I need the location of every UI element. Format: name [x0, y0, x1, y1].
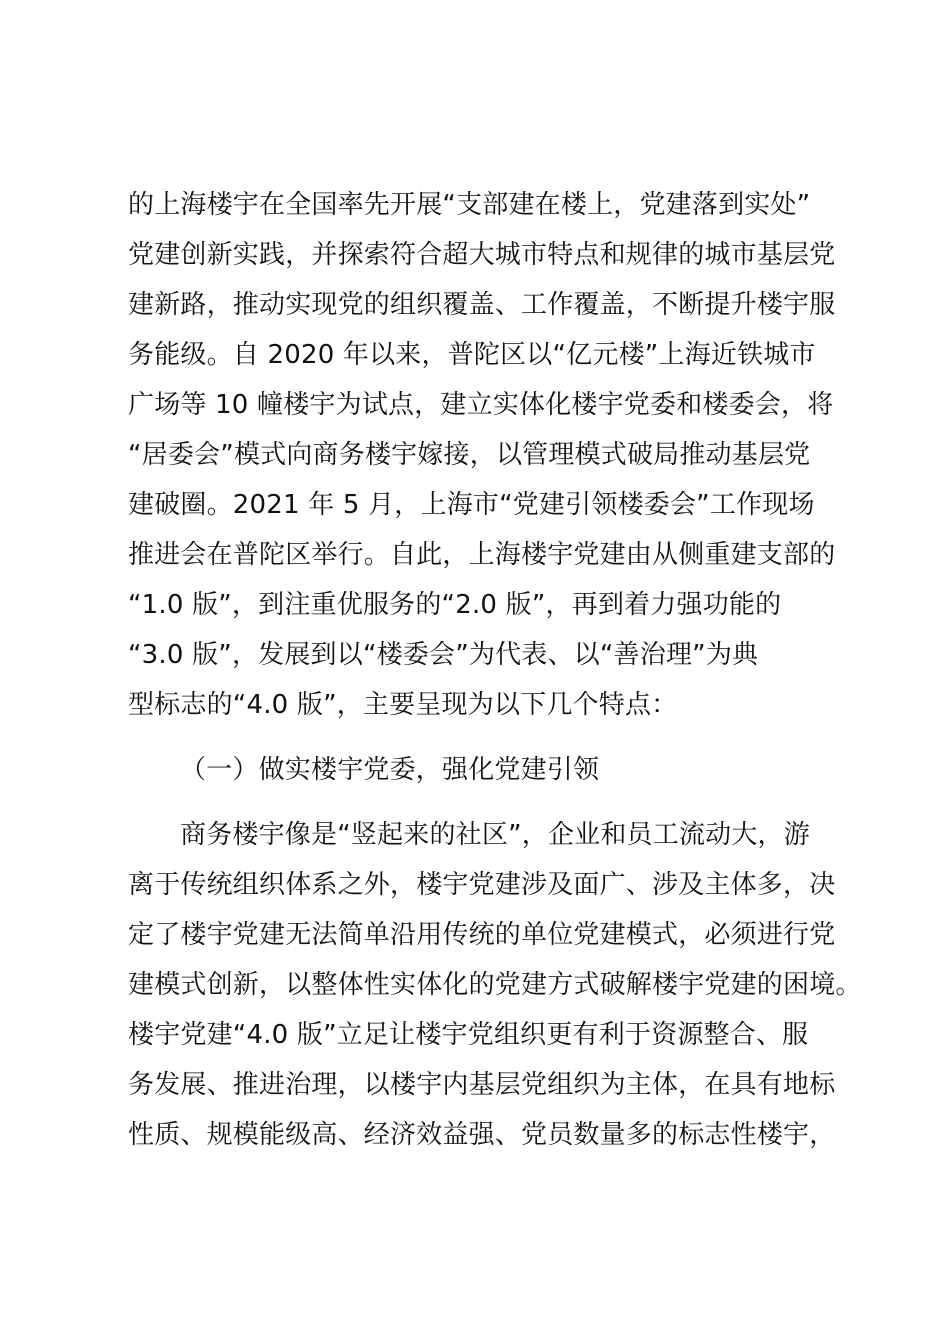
paragraph1-line: “3.0 版”，发展到以“楼委会”为代表、以“善治理”为典	[128, 640, 759, 670]
paragraph2-line: 务发展、推进治理，以楼宇内基层党组织为主体，在具有地标	[128, 1070, 836, 1100]
paragraph2-line: 离于传统组织体系之外，楼宇党建涉及面广、涉及主体多，决	[128, 870, 836, 900]
paragraph1-line: 务能级。自 2020 年以来，普陀区以“亿元楼”上海近铁城市	[128, 340, 816, 370]
paragraph1-line: 广场等 10 幢楼宇为试点，建立实体化楼宇党委和楼委会，将	[128, 390, 834, 420]
paragraph2-line: 性质、规模能级高、经济效益强、党员数量多的标志性楼宇，	[128, 1120, 836, 1150]
paragraph2-line: 建模式创新，以整体性实体化的党建方式破解楼宇党建的困境。	[128, 970, 862, 1000]
paragraph1-line: 推进会在普陀区举行。自此，上海楼宇党建由从侧重建支部的	[128, 540, 836, 570]
paragraph1-line: 的上海楼宇在全国率先开展“支部建在楼上，党建落到实处”	[128, 190, 811, 220]
paragraph2-line: 楼宇党建“4.0 版”立足让楼宇党组织更有利于资源整合、服	[128, 1020, 809, 1050]
paragraph1-line: “居委会”模式向商务楼宇嫁接，以管理模式破局推动基层党	[128, 440, 811, 470]
paragraph1-line: 建破圈。2021 年 5 月，上海市“党建引领楼委会”工作现场	[128, 490, 815, 520]
paragraph2-line: 商务楼宇像是“竖起来的社区”，企业和员工流动大，游	[180, 820, 810, 850]
section-heading: （一）做实楼宇党委，强化党建引领	[180, 755, 600, 785]
paragraph1-line: 党建创新实践，并探索符合超大城市特点和规律的城市基层党	[128, 240, 836, 270]
paragraph1-line: “1.0 版”，到注重优服务的“2.0 版”，再到着力强功能的	[128, 590, 782, 620]
paragraph2-line: 定了楼宇党建无法简单沿用传统的单位党建模式，必须进行党	[128, 920, 836, 950]
paragraph1-line: 建新路，推动实现党的组织覆盖、工作覆盖，不断提升楼宇服	[128, 290, 836, 320]
paragraph1-line: 型标志的“4.0 版”，主要呈现为以下几个特点：	[128, 690, 678, 720]
